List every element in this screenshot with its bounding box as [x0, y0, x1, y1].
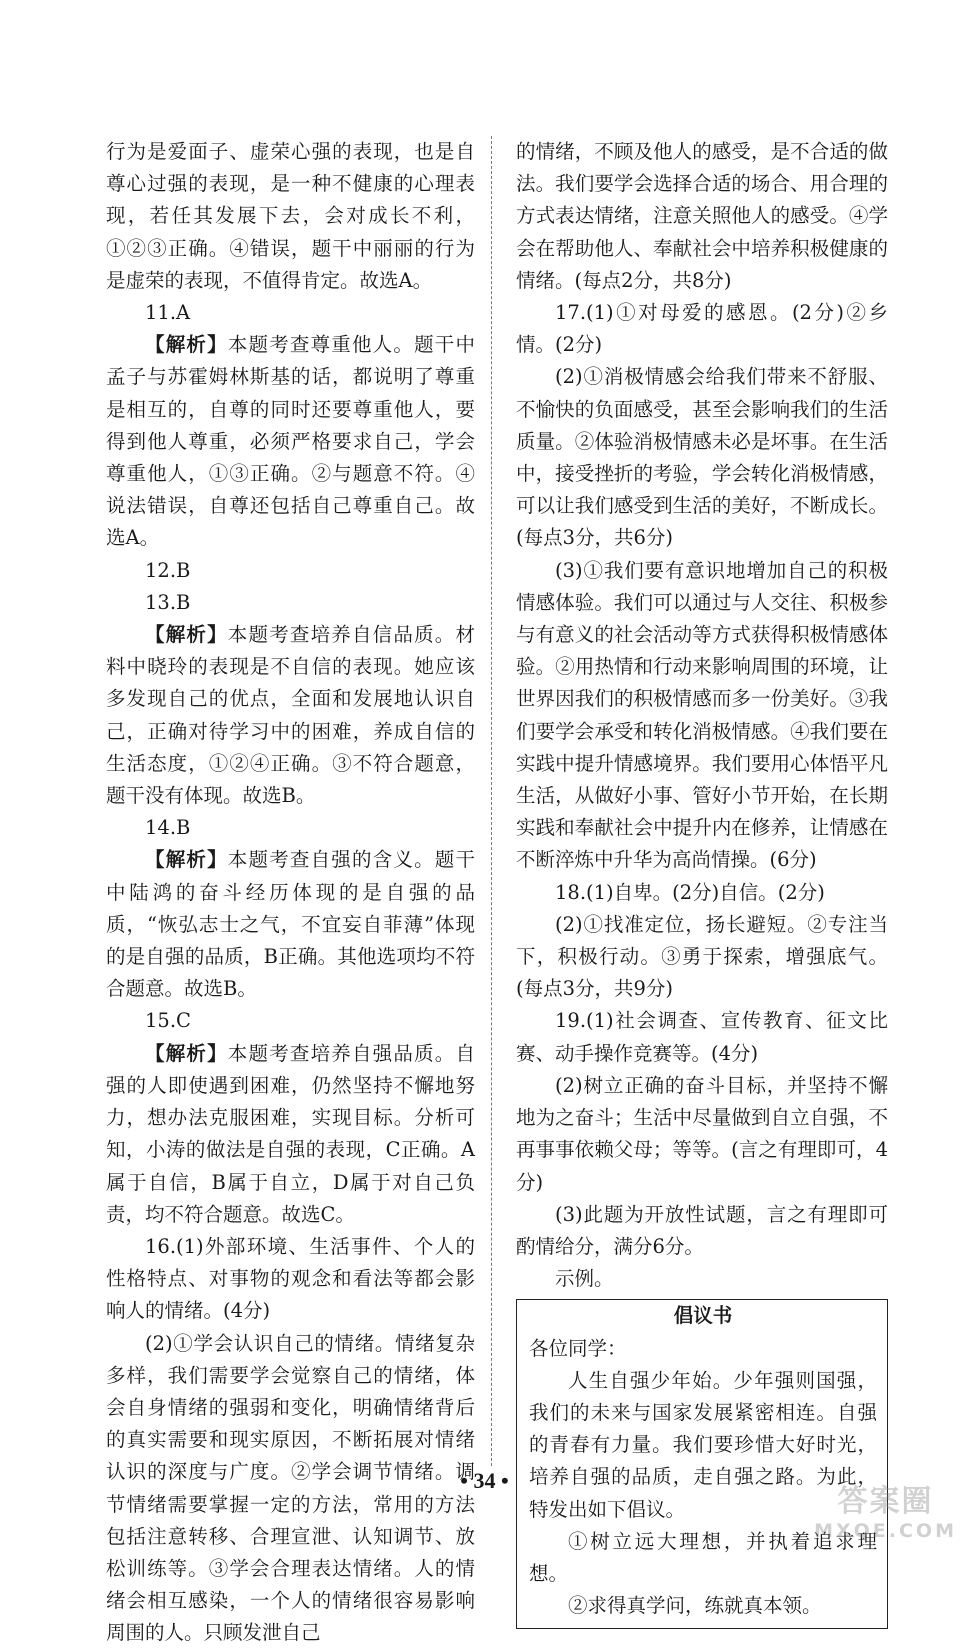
- answer-paragraph: [106, 844, 475, 1005]
- analysis-tag: 【解析】: [145, 848, 228, 872]
- paragraph-text: 15.C: [145, 1009, 191, 1033]
- answer-paragraph: [516, 1263, 888, 1295]
- answer-paragraph: [106, 1038, 475, 1231]
- page-number: • 34 •: [460, 1468, 509, 1493]
- analysis-tag: 【解析】: [145, 1041, 228, 1065]
- paragraph-text: 本题考查自强的含义。题干中陆鸿的奋斗经历体现的是自强的品质，“恢弘志士之气，不宜妄自菲薄”体现的是自强的品质，B正确。其他选项均不符合题意。故选B。: [106, 848, 475, 1001]
- paragraph-text: 14.B: [145, 816, 191, 840]
- answer-paragraph: [106, 1005, 475, 1037]
- answer-paragraph: [516, 555, 888, 877]
- answer-paragraph: [516, 136, 888, 297]
- proposal-box: [516, 1299, 888, 1629]
- answer-paragraph: [106, 587, 475, 619]
- paragraph-text: 的情绪，不顾及他人的感受，是不合适的做法。我们要学会选择合适的场合、用合理的方式表达情绪，注意关照他人的感受。④学会在帮助他人、奉献社会中培养积极健康的情绪。(每点2分，共8分): [516, 140, 888, 292]
- analysis-tag: 【解析】: [145, 623, 228, 647]
- right-column: [516, 136, 888, 1629]
- proposal-title: 倡议书: [673, 1304, 733, 1328]
- paragraph-text: 12.B: [145, 558, 191, 582]
- answer-paragraph: [516, 1005, 888, 1069]
- paragraph-text: (2)①学会认识自己的情绪。情绪复杂多样，我们需要学会觉察自己的情绪，体会自身情绪的强弱和变化，明确情绪背后的真实需要和现实原因，不断拓展对情绪认识的深度与广度。②学会调节情绪。调节情绪需要掌握一定的方法，常用的方法包括注意转移、合理宣泄、认知调节、放松训练等。③学会合理表达情绪。人的情绪会相互感染，一个人的情绪很容易影响周围的人。只顾发泄自己: [106, 1331, 475, 1645]
- answer-paragraph: [516, 1070, 888, 1199]
- watermark-logo: 答案圈: [837, 1484, 934, 1519]
- paragraph-text: 行为是爱面子、虚荣心强的表现，也是自尊心过强的表现，是一种不健康的心理表现，若任其发展下去，会对成长不利，①②③正确。④错误，题干中丽丽的行为是虚荣的表现，不值得肯定。故选A。: [106, 140, 475, 292]
- answer-paragraph: [516, 361, 888, 554]
- paragraph-text: 本题考查尊重他人。题干中孟子与苏霍姆林斯基的话，都说明了尊重是相互的，自尊的同时还要尊重他人，要得到他人尊重，必须严格要求自己，学会尊重他人，①③正确。②与题意不符。④说法错误，自尊还包括自己尊重自己。故选A。: [106, 333, 475, 550]
- answer-paragraph: [106, 329, 475, 554]
- paragraph-text: 18.(1)自卑。(2分)自信。(2分): [555, 880, 825, 904]
- answer-paragraph: [106, 555, 475, 587]
- proposal-paragraph: 人生自强少年始。少年强则国强，我们的未来与国家发展紧密相连。自强的青春有力量。我们要珍惜大好时光，培养自强的品质，走自强之路。为此，特发出如下倡议。: [529, 1368, 877, 1521]
- paragraph-text: (3)①我们要有意识地增加自己的积极情感体验。我们可以通过与人交往、积极参与有意义的社会活动等方式获得积极情感体验。②用热情和行动来影响周围的环境，让世界因我们的积极情感而多一份美好。③我们要学会承受和转化消极情感。④我们要在实践中提升情感境界。我们要用心体悟平凡生活，从做好小事、管好小节开始，在长期实践和奉献社会中提升内在修养，让情感在不断淬炼中升华为高尚情操。(6分): [516, 558, 888, 872]
- paragraph-text: 示例。: [555, 1267, 614, 1291]
- paragraph-text: 本题考查培养自强品质。自强的人即使遇到困难，仍然坚持不懈地努力，想办法克服困难，实现目标。分析可知，小涛的做法是自强的表现，C正确。A属于自信，B属于自立，D属于对自己负责，均不符合题意。故选C。: [106, 1041, 475, 1226]
- analysis-tag: 【解析】: [145, 333, 228, 357]
- proposal-salutation: 各位同学：: [529, 1336, 627, 1360]
- answer-paragraph: [516, 909, 888, 1006]
- answer-paragraph: [106, 136, 475, 297]
- answer-paragraph: [516, 877, 888, 909]
- answer-paragraph: [106, 619, 475, 812]
- paragraph-text: 13.B: [145, 590, 191, 614]
- right-paragraphs: [516, 136, 888, 1295]
- paragraph-text: 16.(1)外部环境、生活事件、个人的性格特点、对事物的观念和看法等都会影响人的情绪。(4分): [106, 1234, 475, 1323]
- paragraph-text: (2)①找准定位，扬长避短。②专注当下，积极行动。③勇于探索，增强底气。(每点3分，共9分): [516, 912, 888, 1001]
- paragraph-text: (2)树立正确的奋斗目标，并坚持不懈地为之奋斗；生活中尽量做到自立自强，不再事事依赖父母；等等。(言之有理即可，4分): [516, 1073, 888, 1194]
- watermark: [814, 1476, 957, 1542]
- proposal-item: ②求得真学问，练就真本领。: [568, 1594, 822, 1618]
- watermark-url: MXQE.COM: [814, 1520, 957, 1542]
- answer-paragraph: [106, 812, 475, 844]
- answer-paragraph: [516, 297, 888, 361]
- paragraph-text: (2)①消极情感会给我们带来不舒服、不愉快的负面感受，甚至会影响我们的生活质量。②体验消极情感未必是坏事。在生活中，接受挫折的考验，学会转化消极情感，可以让我们感受到生活的美好，不断成长。(每点3分，共6分): [516, 365, 888, 550]
- proposal-item: ①树立远大理想，并执着追求理想。: [529, 1529, 877, 1585]
- answer-paragraph: [106, 297, 475, 329]
- paragraph-text: 17.(1)①对母爱的感恩。(2分)②乡情。(2分): [516, 301, 888, 357]
- paragraph-text: (3)此题为开放性试题，言之有理即可酌情给分，满分6分。: [516, 1202, 888, 1258]
- answer-paragraph: [106, 1231, 475, 1328]
- paragraph-text: 11.A: [145, 301, 191, 325]
- column-divider: [491, 136, 492, 1466]
- paragraph-text: 19.(1)社会调查、宣传教育、征文比赛、动手操作竞赛等。(4分): [516, 1009, 888, 1065]
- answer-paragraph: [516, 1199, 888, 1263]
- paragraph-text: 本题考查培养自信品质。材料中晓玲的表现是不自信的表现。她应该多发现自己的优点，全面和发展地认识自己，正确对待学习中的困难，养成自信的生活态度，①②④正确。③不符合题意，题干没有体现。故选B。: [106, 623, 475, 808]
- left-column: [106, 136, 475, 1650]
